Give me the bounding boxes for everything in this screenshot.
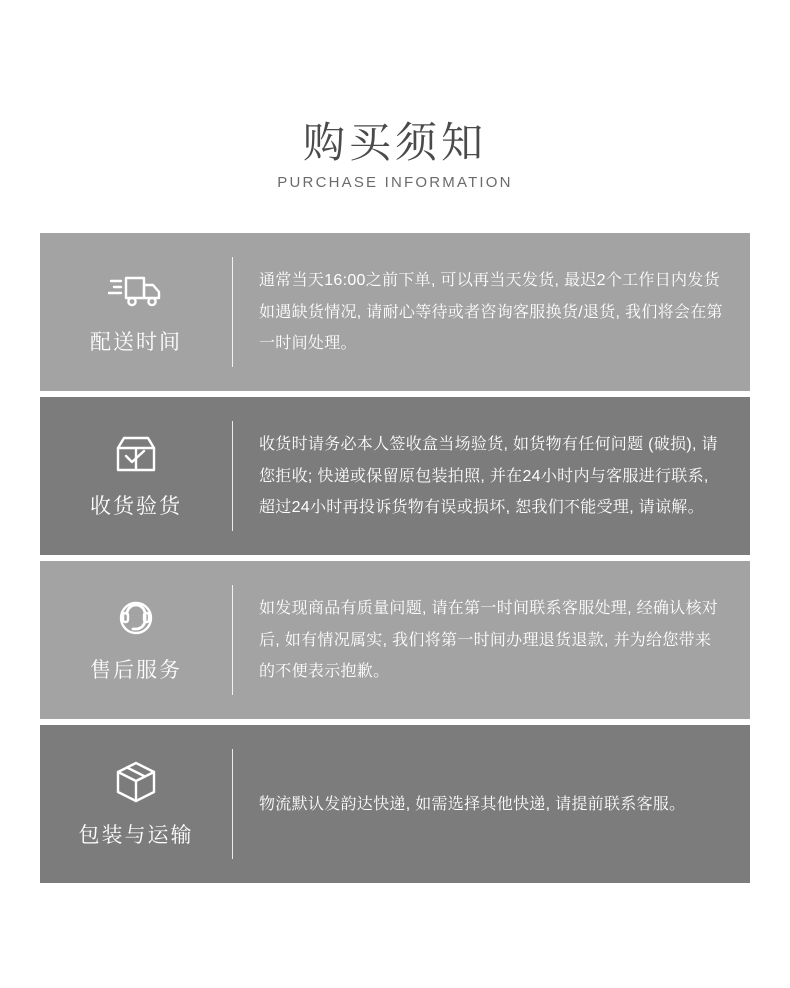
section-divider bbox=[232, 749, 233, 859]
section-label: 配送时间 bbox=[90, 331, 182, 355]
page-header bbox=[0, 0, 790, 191]
section-text: 如发现商品有质量问题, 请在第一时间联系客服处理, 经确认核对后, 如有情况属实, 我们将第一时间办理退货退款, 并为给您带来的不便表示抱歉。 bbox=[259, 600, 719, 680]
section-row bbox=[40, 725, 750, 883]
section-row bbox=[40, 397, 750, 555]
section-divider bbox=[232, 421, 233, 531]
section-text: 收货时请务必本人签收盒当场验货, 如货物有任何问题 (破损), 请您拒收; 快递或保留原包装拍照, 并在24小时内与客服进行联系, 超过24小时再投诉货物有误或损坏, 恕我们不能受理, 请谅解。 bbox=[259, 436, 718, 516]
section-divider bbox=[232, 257, 233, 367]
package-box-icon bbox=[112, 759, 160, 805]
section-label: 售后服务 bbox=[90, 659, 182, 683]
section-row bbox=[40, 561, 750, 719]
section-label: 包装与运输 bbox=[78, 824, 194, 848]
section-text: 物流默认发韵达快递, 如需选择其他快递, 请提前联系客服。 bbox=[259, 795, 686, 813]
section-text: 通常当天16:00之前下单, 可以再当天发货, 最迟2个工作日内发货如遇缺货情况, 请耐心等待或者咨询客服换货/退货, 我们将会在第一时间处理。 bbox=[259, 272, 723, 352]
page-subtitle: PURCHASE INFORMATION bbox=[277, 174, 513, 192]
section-icon-block bbox=[40, 596, 232, 684]
section-row bbox=[40, 233, 750, 391]
headset-support-icon bbox=[111, 596, 161, 640]
sections-list bbox=[0, 233, 790, 889]
section-divider bbox=[232, 585, 233, 695]
section-icon-block bbox=[40, 759, 232, 849]
page-title: 购买须知 bbox=[302, 119, 487, 166]
section-label: 收货验货 bbox=[90, 495, 182, 519]
open-box-icon bbox=[110, 432, 162, 476]
section-icon-block bbox=[40, 432, 232, 520]
delivery-truck-icon bbox=[108, 268, 164, 312]
section-icon-block bbox=[40, 268, 232, 356]
